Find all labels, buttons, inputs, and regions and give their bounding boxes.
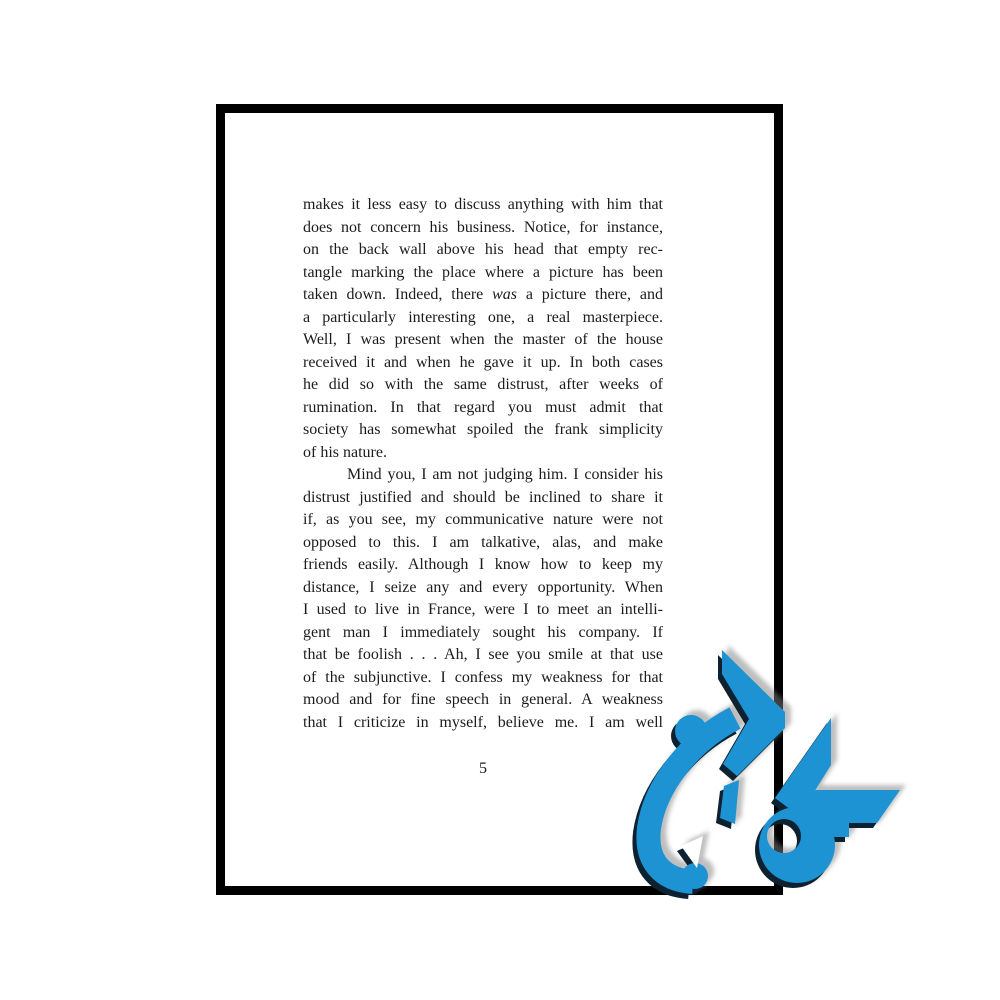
- text-line: tangle marking the place where a picture has been: [303, 263, 663, 281]
- text-line: taken down. Indeed, there was a picture there, and: [303, 286, 663, 303]
- bookstore-logo-watermark: [625, 640, 915, 895]
- text-line: Well, I was present when the master of the house: [303, 331, 663, 348]
- text-line: society has somewhat spoiled the frank simplicity: [303, 421, 663, 438]
- logo-crescent-tail-icon: [682, 863, 708, 889]
- text-line: that I criticize in myself, believe me. I am well: [303, 713, 663, 731]
- text-line: that be foolish . . . Ah, I see you smile at that use: [303, 646, 663, 663]
- text-line: he did so with the same distrust, after weeks of: [303, 376, 663, 393]
- logo-ring-icon: [759, 807, 835, 883]
- text-line: gent man I immediately sought his company. If: [303, 623, 663, 641]
- logo-bar-icon: [720, 780, 739, 824]
- text-line: distance, I seize any and every opportunity. When: [303, 578, 663, 596]
- text-line: makes it less easy to discuss anything with him that: [303, 196, 663, 213]
- text-line: opposed to this. I am talkative, alas, and make: [303, 533, 663, 551]
- text-line: mood and for fine speech in general. A weakness: [303, 691, 663, 708]
- page-number: 5: [479, 760, 487, 777]
- logo-glyph-group: [648, 650, 900, 889]
- logo-crescent-notch: [681, 836, 703, 868]
- text-line: does not concern his business. Notice, for instance,: [303, 218, 663, 236]
- text-line: distrust justified and should be inclined to share it: [303, 488, 663, 506]
- text-line: received it and when he gave it up. In both cases: [303, 353, 663, 371]
- text-line: on the back wall above his head that empty rec-: [303, 241, 663, 258]
- text-line: of his nature.: [303, 443, 387, 461]
- text-line: of the subjunctive. I confess my weakness for that: [303, 668, 663, 686]
- text-line: friends easily. Although I know how to keep my: [303, 556, 663, 573]
- page-text: [303, 194, 663, 734]
- text-line: a particularly interesting one, a real masterpiece.: [303, 308, 663, 326]
- text-line: I used to live in France, were I to meet an intelli-: [303, 601, 663, 618]
- text-line: Mind you, I am not judging him. I consider his: [347, 466, 663, 483]
- text-line: rumination. In that regard you must admit that: [303, 398, 663, 416]
- text-line: if, as you see, my communicative nature were not: [303, 511, 663, 528]
